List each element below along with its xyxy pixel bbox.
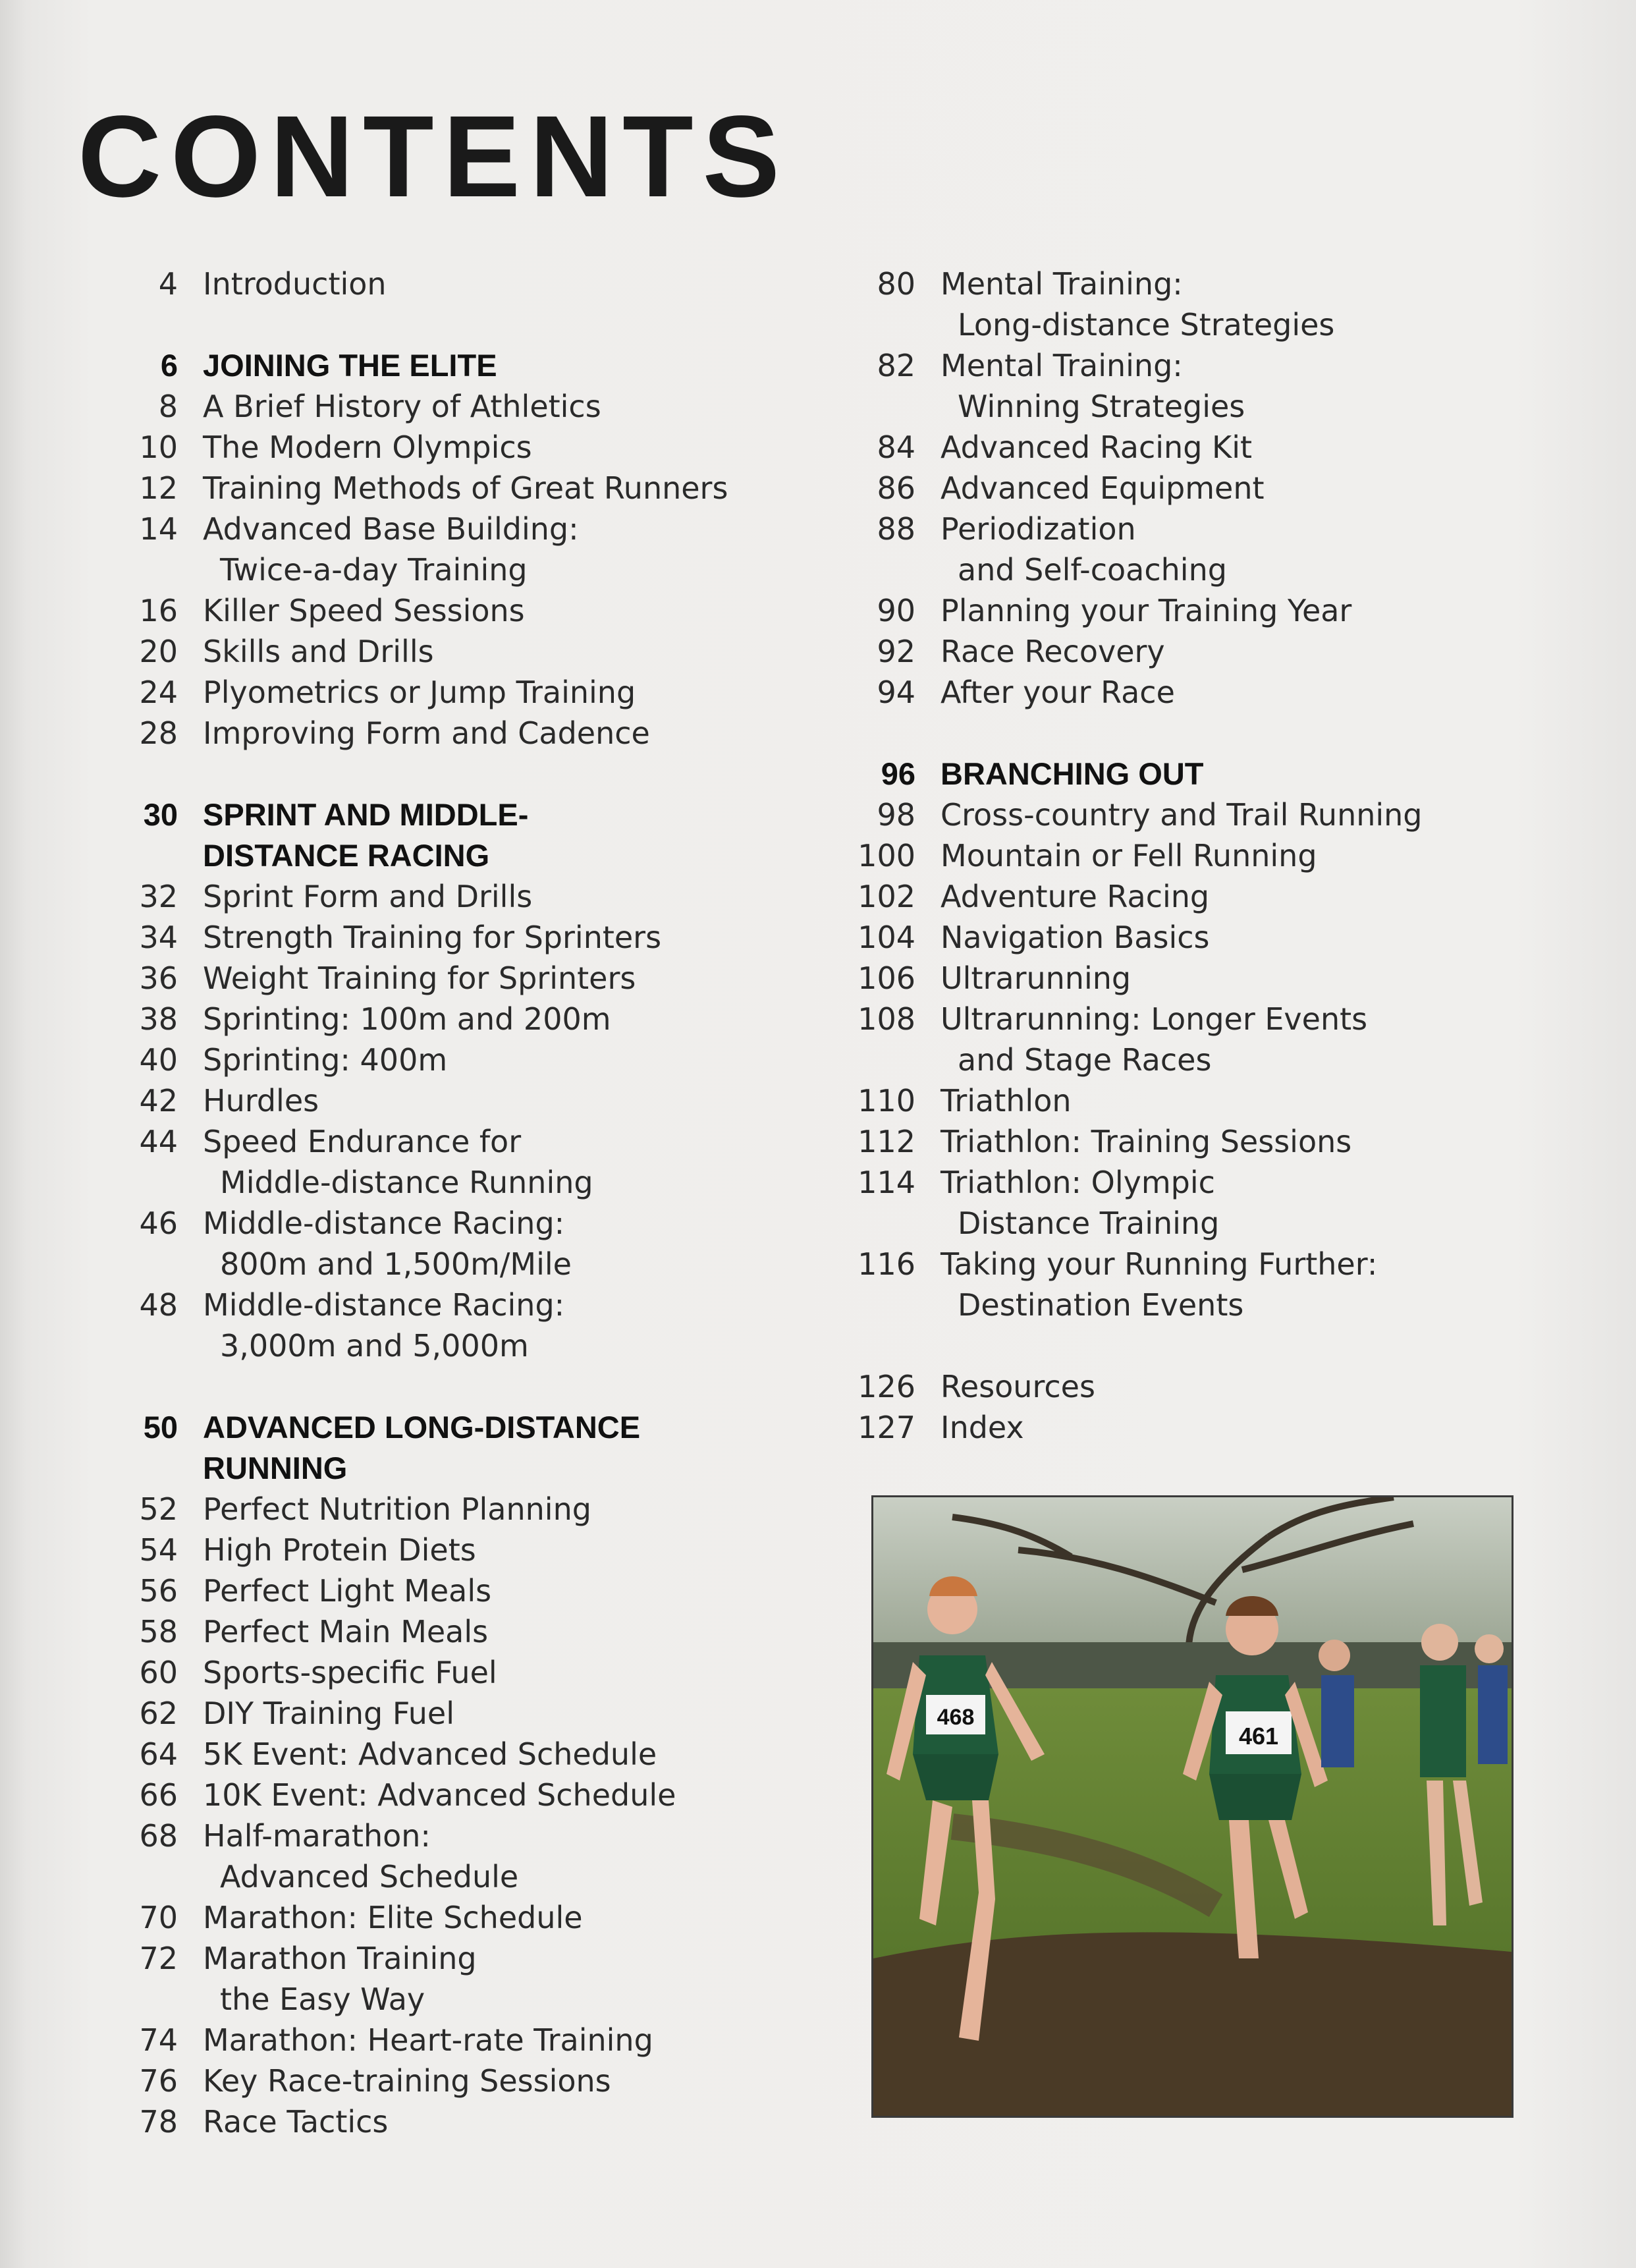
entry-title bbox=[941, 1366, 1508, 1407]
entry-title bbox=[203, 1080, 771, 1121]
page-number: 16 bbox=[139, 593, 178, 628]
section-heading bbox=[850, 754, 1508, 794]
entry-title bbox=[203, 794, 771, 876]
page-number: 30 bbox=[143, 797, 178, 832]
page-number: 12 bbox=[139, 470, 178, 506]
entry-title-line: Weight Training for Sprinters bbox=[203, 960, 636, 996]
page-number: 76 bbox=[139, 2063, 178, 2099]
contents-entry bbox=[850, 876, 1508, 917]
entry-title-line: Skills and Drills bbox=[203, 634, 434, 669]
spacer bbox=[850, 1325, 1508, 1366]
contents-entry bbox=[850, 999, 1508, 1080]
entry-title bbox=[941, 917, 1508, 958]
page-number: 64 bbox=[139, 1736, 178, 1772]
page-number: 108 bbox=[858, 1001, 915, 1037]
page-number: 88 bbox=[877, 511, 915, 547]
entry-title-continuation: DISTANCE RACING bbox=[203, 838, 490, 873]
entry-title-line: BRANCHING OUT bbox=[941, 756, 1204, 791]
entry-title bbox=[203, 876, 771, 917]
entry-title bbox=[203, 2061, 771, 2101]
entry-title-line: Sports-specific Fuel bbox=[203, 1655, 497, 1690]
page-number: 32 bbox=[139, 879, 178, 914]
page-number: 8 bbox=[158, 389, 178, 424]
page-number: 98 bbox=[877, 797, 915, 833]
contents-entry bbox=[850, 590, 1508, 631]
page-number: 24 bbox=[139, 675, 178, 710]
entry-title-line: Sprinting: 400m bbox=[203, 1042, 448, 1078]
entry-title-continuation: Distance Training bbox=[958, 1205, 1220, 1241]
contents-entry bbox=[850, 958, 1508, 999]
entry-title bbox=[203, 1652, 771, 1693]
entry-title-line: Advanced Equipment bbox=[941, 470, 1265, 506]
contents-left-column bbox=[112, 263, 771, 2142]
contents-entry bbox=[112, 1938, 771, 2020]
contents-entry bbox=[850, 427, 1508, 468]
contents-entry bbox=[850, 672, 1508, 713]
entry-title-line: Hurdles bbox=[203, 1083, 319, 1119]
section-heading bbox=[112, 1407, 771, 1489]
contents-entry bbox=[112, 1611, 771, 1652]
entry-title-line: Key Race-training Sessions bbox=[203, 2063, 611, 2099]
entry-title-line: 10K Event: Advanced Schedule bbox=[203, 1777, 676, 1813]
page-number: 60 bbox=[139, 1655, 178, 1690]
bib-468: 468 bbox=[937, 1705, 975, 1730]
entry-title-line: Mountain or Fell Running bbox=[941, 838, 1317, 873]
entry-title-line: Middle-distance Racing: bbox=[203, 1205, 565, 1241]
entry-title bbox=[203, 427, 771, 468]
entry-title bbox=[941, 672, 1508, 713]
contents-entry bbox=[112, 672, 771, 713]
entry-title-line: Ultrarunning: Longer Events bbox=[941, 1001, 1368, 1037]
contents-entry bbox=[112, 427, 771, 468]
entry-title bbox=[941, 794, 1508, 835]
entry-title bbox=[203, 1611, 771, 1652]
entry-title bbox=[203, 2101, 771, 2142]
entry-title bbox=[203, 958, 771, 999]
contents-entry bbox=[112, 2020, 771, 2061]
entry-title bbox=[203, 1815, 771, 1897]
page-number: 28 bbox=[139, 715, 178, 751]
section-heading bbox=[112, 794, 771, 876]
contents-entry bbox=[112, 1285, 771, 1366]
page-number: 112 bbox=[858, 1124, 915, 1159]
contents-entry bbox=[850, 263, 1508, 345]
contents-entry bbox=[850, 794, 1508, 835]
entry-title bbox=[203, 999, 771, 1039]
entry-title-line: Half-marathon: bbox=[203, 1818, 431, 1854]
page-number: 92 bbox=[877, 634, 915, 669]
page-number: 20 bbox=[139, 634, 178, 669]
page-number: 34 bbox=[139, 920, 178, 955]
page-number: 52 bbox=[139, 1491, 178, 1527]
contents-entry bbox=[112, 1121, 771, 1203]
contents-entry bbox=[112, 2101, 771, 2142]
entry-title-line: Introduction bbox=[203, 266, 387, 302]
contents-entry bbox=[112, 2061, 771, 2101]
entry-title-line: Taking your Running Further: bbox=[941, 1246, 1378, 1282]
entry-title-continuation: Long-distance Strategies bbox=[958, 307, 1335, 343]
entry-title bbox=[203, 1570, 771, 1611]
page-number: 10 bbox=[139, 429, 178, 465]
entry-title bbox=[941, 509, 1508, 590]
contents-entry bbox=[112, 876, 771, 917]
entry-title bbox=[203, 1938, 771, 2020]
entry-title-line: JOINING THE ELITE bbox=[203, 348, 497, 383]
entry-title-line: Periodization bbox=[941, 511, 1136, 547]
entry-title-line: Perfect Main Meals bbox=[203, 1614, 489, 1649]
contents-entry bbox=[850, 1366, 1508, 1407]
contents-entry bbox=[112, 590, 771, 631]
page-number: 78 bbox=[139, 2104, 178, 2140]
entry-title bbox=[203, 1530, 771, 1570]
entry-title-continuation: Middle-distance Running bbox=[220, 1165, 593, 1200]
entry-title-line: Advanced Racing Kit bbox=[941, 429, 1253, 465]
page-number: 14 bbox=[139, 511, 178, 547]
page-number: 114 bbox=[858, 1165, 915, 1200]
page-number: 66 bbox=[139, 1777, 178, 1813]
entry-title-line: Marathon: Heart-rate Training bbox=[203, 2022, 653, 2058]
entry-title-line: Mental Training: bbox=[941, 266, 1183, 302]
contents-entry bbox=[112, 1203, 771, 1285]
contents-entry bbox=[112, 917, 771, 958]
page-number: 42 bbox=[139, 1083, 178, 1119]
entry-title bbox=[203, 1285, 771, 1366]
page-number: 96 bbox=[881, 756, 915, 791]
entry-title bbox=[203, 1203, 771, 1285]
page-number: 80 bbox=[877, 266, 915, 302]
entry-title bbox=[941, 590, 1508, 631]
cross-country-race-photo bbox=[871, 1495, 1513, 2118]
entry-title bbox=[203, 2020, 771, 2061]
page-title: CONTENTS bbox=[78, 92, 789, 221]
entry-title bbox=[941, 754, 1508, 794]
contents-entry bbox=[112, 958, 771, 999]
contents-entry bbox=[112, 1734, 771, 1775]
entry-title-continuation: 3,000m and 5,000m bbox=[220, 1328, 529, 1364]
contents-entry bbox=[112, 1897, 771, 1938]
contents-entry bbox=[112, 1570, 771, 1611]
entry-title bbox=[941, 958, 1508, 999]
page-number: 94 bbox=[877, 675, 915, 710]
page-number: 54 bbox=[139, 1532, 178, 1568]
contents-entry bbox=[112, 1652, 771, 1693]
contents-entry bbox=[850, 1162, 1508, 1244]
entry-title bbox=[203, 1897, 771, 1938]
entry-title bbox=[203, 509, 771, 590]
entry-title bbox=[941, 876, 1508, 917]
entry-title-line: Triathlon bbox=[941, 1083, 1072, 1119]
page-number: 84 bbox=[877, 429, 915, 465]
entry-title-line: ADVANCED LONG-DISTANCE bbox=[203, 1410, 641, 1445]
contents-entry bbox=[850, 631, 1508, 672]
page-number: 36 bbox=[139, 960, 178, 996]
entry-title bbox=[203, 590, 771, 631]
page-number: 38 bbox=[139, 1001, 178, 1037]
contents-entry bbox=[112, 999, 771, 1039]
contents-entry bbox=[850, 345, 1508, 427]
contents-entry bbox=[112, 1775, 771, 1815]
entry-title bbox=[203, 263, 771, 304]
entry-title-line: Marathon Training bbox=[203, 1941, 477, 1976]
entry-title-line: Middle-distance Racing: bbox=[203, 1287, 565, 1323]
entry-title-line: Perfect Light Meals bbox=[203, 1573, 492, 1609]
entry-title bbox=[941, 1121, 1508, 1162]
entry-title-line: Cross-country and Trail Running bbox=[941, 797, 1423, 833]
bib-461: 461 bbox=[1238, 1723, 1279, 1750]
page-number: 48 bbox=[139, 1287, 178, 1323]
contents-right-column bbox=[850, 263, 1508, 1448]
entry-title-continuation: Twice-a-day Training bbox=[220, 552, 528, 588]
contents-entry bbox=[850, 1080, 1508, 1121]
page-number: 58 bbox=[139, 1614, 178, 1649]
entry-title-line: Marathon: Elite Schedule bbox=[203, 1900, 583, 1935]
entry-title-line: Ultrarunning bbox=[941, 960, 1132, 996]
entry-title-line: Mental Training: bbox=[941, 348, 1183, 383]
entry-title-line: Sprint Form and Drills bbox=[203, 879, 533, 914]
entry-title bbox=[203, 631, 771, 672]
entry-title-continuation: RUNNING bbox=[203, 1451, 348, 1485]
entry-title-line: Improving Form and Cadence bbox=[203, 715, 650, 751]
page-number: 100 bbox=[858, 838, 915, 873]
entry-title-line: Adventure Racing bbox=[941, 879, 1210, 914]
contents-entry bbox=[850, 1121, 1508, 1162]
page-number: 106 bbox=[858, 960, 915, 996]
entry-title-continuation: and Self-coaching bbox=[958, 552, 1227, 588]
entry-title-line: Planning your Training Year bbox=[941, 593, 1352, 628]
page-number: 86 bbox=[877, 470, 915, 506]
contents-entry bbox=[112, 386, 771, 427]
entry-title-line: Resources bbox=[941, 1369, 1095, 1404]
contents-entry bbox=[112, 263, 771, 304]
page-number: 74 bbox=[139, 2022, 178, 2058]
contents-entry bbox=[850, 835, 1508, 876]
entry-title bbox=[941, 263, 1508, 345]
contents-entry bbox=[112, 1489, 771, 1530]
entry-title-line: Perfect Nutrition Planning bbox=[203, 1491, 591, 1527]
entry-title bbox=[203, 468, 771, 509]
entry-title-line: Race Recovery bbox=[941, 634, 1165, 669]
entry-title-line: Plyometrics or Jump Training bbox=[203, 675, 636, 710]
page-number: 6 bbox=[160, 348, 178, 383]
contents-entry bbox=[112, 1693, 771, 1734]
page-number: 104 bbox=[858, 920, 915, 955]
entry-title bbox=[941, 468, 1508, 509]
entry-title-line: Triathlon: Olympic bbox=[941, 1165, 1215, 1200]
contents-entry bbox=[112, 509, 771, 590]
entry-title bbox=[203, 1734, 771, 1775]
entry-title bbox=[203, 713, 771, 754]
contents-entry bbox=[850, 1407, 1508, 1448]
page-number: 4 bbox=[158, 266, 178, 302]
entry-title-line: The Modern Olympics bbox=[203, 429, 532, 465]
page-number: 90 bbox=[877, 593, 915, 628]
entry-title-line: Training Methods of Great Runners bbox=[203, 470, 728, 506]
entry-title-line: Triathlon: Training Sessions bbox=[941, 1124, 1352, 1159]
entry-title-line: Speed Endurance for bbox=[203, 1124, 522, 1159]
entry-title bbox=[941, 999, 1508, 1080]
contents-entry bbox=[112, 1815, 771, 1897]
entry-title bbox=[941, 1080, 1508, 1121]
entry-title-line: Sprinting: 100m and 200m bbox=[203, 1001, 611, 1037]
entry-title bbox=[203, 1121, 771, 1203]
entry-title-line: After your Race bbox=[941, 675, 1175, 710]
page-number: 82 bbox=[877, 348, 915, 383]
contents-entry bbox=[850, 917, 1508, 958]
contents-entry bbox=[850, 509, 1508, 590]
entry-title-continuation: Advanced Schedule bbox=[220, 1859, 519, 1895]
contents-entry bbox=[112, 1080, 771, 1121]
entry-title bbox=[203, 917, 771, 958]
entry-title bbox=[203, 386, 771, 427]
entry-title-line: Advanced Base Building: bbox=[203, 511, 579, 547]
entry-title-continuation: and Stage Races bbox=[958, 1042, 1212, 1078]
page-number: 62 bbox=[139, 1696, 178, 1731]
entry-title-line: SPRINT AND MIDDLE- bbox=[203, 797, 529, 832]
contents-entry bbox=[112, 468, 771, 509]
entry-title-line: 5K Event: Advanced Schedule bbox=[203, 1736, 657, 1772]
contents-entry bbox=[112, 1039, 771, 1080]
entry-title-line: Race Tactics bbox=[203, 2104, 389, 2140]
entry-title-line: High Protein Diets bbox=[203, 1532, 476, 1568]
entry-title-line: Index bbox=[941, 1410, 1024, 1445]
entry-title bbox=[941, 345, 1508, 427]
entry-title bbox=[941, 427, 1508, 468]
entry-title bbox=[203, 672, 771, 713]
entry-title bbox=[203, 1407, 771, 1489]
contents-entry bbox=[112, 713, 771, 754]
contents-entry bbox=[850, 1244, 1508, 1325]
entry-title-continuation: Destination Events bbox=[958, 1287, 1244, 1323]
page-number: 56 bbox=[139, 1573, 178, 1609]
contents-entry bbox=[112, 631, 771, 672]
page-number: 110 bbox=[858, 1083, 915, 1119]
page-number: 40 bbox=[139, 1042, 178, 1078]
page-number: 70 bbox=[139, 1900, 178, 1935]
entry-title bbox=[941, 835, 1508, 876]
entry-title-continuation: Winning Strategies bbox=[958, 389, 1245, 424]
entry-title-line: Strength Training for Sprinters bbox=[203, 920, 662, 955]
entry-title bbox=[941, 1244, 1508, 1325]
page-number: 46 bbox=[139, 1205, 178, 1241]
entry-title bbox=[203, 345, 771, 386]
page-number: 72 bbox=[139, 1941, 178, 1976]
entry-title bbox=[941, 1162, 1508, 1244]
page-number: 116 bbox=[858, 1246, 915, 1282]
entry-title-line: DIY Training Fuel bbox=[203, 1696, 455, 1731]
entry-title-continuation: the Easy Way bbox=[220, 1981, 425, 2017]
page-number: 127 bbox=[858, 1410, 915, 1445]
entry-title bbox=[941, 1407, 1508, 1448]
entry-title bbox=[203, 1693, 771, 1734]
entry-title-continuation: 800m and 1,500m/Mile bbox=[220, 1246, 572, 1282]
section-heading bbox=[112, 345, 771, 386]
page-number: 44 bbox=[139, 1124, 178, 1159]
page-number: 102 bbox=[858, 879, 915, 914]
entry-title bbox=[203, 1039, 771, 1080]
page-number: 50 bbox=[143, 1410, 178, 1445]
runners-illustration bbox=[873, 1497, 1512, 2116]
contents-entry bbox=[850, 468, 1508, 509]
page-number: 126 bbox=[858, 1369, 915, 1404]
entry-title-line: Navigation Basics bbox=[941, 920, 1210, 955]
contents-entry bbox=[112, 1530, 771, 1570]
entry-title bbox=[941, 631, 1508, 672]
entry-title-line: Killer Speed Sessions bbox=[203, 593, 525, 628]
entry-title bbox=[203, 1775, 771, 1815]
entry-title-line: A Brief History of Athletics bbox=[203, 389, 601, 424]
page-number: 68 bbox=[139, 1818, 178, 1854]
entry-title bbox=[203, 1489, 771, 1530]
